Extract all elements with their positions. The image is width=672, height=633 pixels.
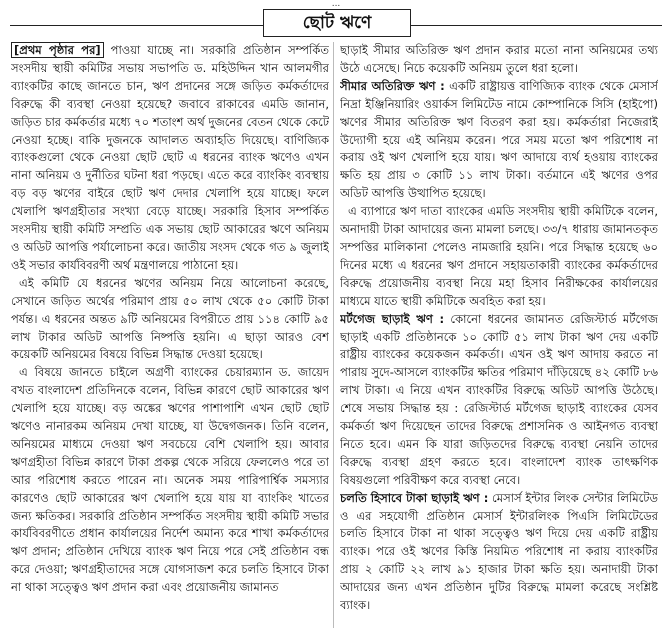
section-no-mortgage bbox=[340, 311, 658, 490]
continued-from-tag: [প্রথম পৃষ্ঠার পর] bbox=[11, 42, 104, 58]
paragraph: ছাড়াই সীমার অতিরিক্ত ঋণ প্রদান করার মতো নানা অনিয়মের তথ্য উঠে এসেছে। নিচে কয়েকটি অনিয়ম তুলে ধরা হলো। bbox=[340, 43, 658, 75]
article-header bbox=[0, 8, 672, 38]
paragraph: এ ব্যাপারে ঋণ দাতা ব্যাংকের এমডি সংসদীয় স্থায়ী কমিটিকে বলেন, অনাদায়ী টাকা আদায়ের জন্য মামলা চলছে। ৩৩/৭ ধারায় জামানতকৃত সম্পত্তির মালিকানা পেলেও নামজারি হয়নি। পরে সিদ্ধান্ত হয়েছে ৬০ দিনের মধ্যে এ ধরনের ঋণ প্রদানে সহায়তাকারী ব্যাংকের কর্মকর্তাদের বিরুদ্ধে প্রয়োজনীয় ব্যবস্থা নিয়ে মহা হিসাব নিরীক্ষকের কার্যালয়ের মাধ্যমে যাতে স্থায়ী কমিটিকে অবহিত করা হয়। bbox=[340, 204, 658, 308]
article-title: ছোট ঋণে bbox=[263, 9, 411, 37]
section-excess-limit bbox=[340, 78, 658, 203]
paragraph-text: একটি রাষ্ট্রায়ত্ত বাণিজ্যিক ব্যাংক থেকে মেসার্স নিদ্রা ইঞ্জিনিয়ারিং ওয়ার্কস লিমিটেড নামে কোম্পানিকে সিসি (হাইপো) ঋণের সীমার অতিরিক্ত ঋণ বিতরণ করা হয়। কর্মকর্তারা নিজেরাই উদ্যোগী হয়ে এই অনিয়ম করেন। পরে সময় মতো ঋণ পরিশোধ না করায় ওই ঋণ খেলাপি হয়ে যায়। ঋণ আদায়ে ব্যর্থ হওয়ায় ব্যাংকের ক্ষতি হয় প্রায় ৩ কোটি ১১ লাখ টাকা। বর্তমানে এই ঋণের ওপর অডিট আপত্তি উত্থাপিত হয়েছে। bbox=[340, 78, 658, 201]
paragraph: এই কমিটি যে ধরনের ঋণের অনিয়ম নিয়ে আলোচনা করেছে, সেখানে জড়িত অর্থের পরিমাণ প্রায় ৫০ লাখ থেকে ৫০ কোটি টাকা পর্যন্ত। এ ধরনের অন্তত ৯টি অনিয়মের বিপরীতে প্রায় ১১৪ কোটি ৯৫ লাখ টাকার অডিট আপত্তি নিষ্পত্তি হয়নি। এ ছাড়া আরও বেশ কয়েকটি অনিয়মের বিষয়ে বিভিন্ন সিদ্ধান্ত দেওয়া হয়েছে। bbox=[11, 275, 329, 362]
right-column bbox=[340, 42, 658, 630]
paragraph-text: কোনো ধরনের জামানত রেজিস্টার্ড মর্টগেজ ছাড়াই একটি প্রতিষ্ঠানকে ১০ কোটি ৫১ লাখ টাকা ঋণ দেয় একটি রাষ্ট্রীয় ব্যাংকের কয়েকজন কর্মকর্তা। এখন ওই ঋণ আদায় করতে না পারায় সুদে-আসলে ব্যাংকটির ক্ষতির পরিমাণ দাঁড়িয়েছে ৪২ কোটি ৮৬ লাখ টাকা। এ নিয়ে এখন ব্যাংকটির বিরুদ্ধে অডিট আপত্তি উঠেছে। শেষে সভায় সিদ্ধান্ত হয় : রেজিস্টার্ড মর্টগেজ ছাড়াই ব্যাংকের যেসব কর্মকর্তা ঋণ দিয়েছেন তাদের বিরুদ্ধে প্রশাসনিক ও আইনগত ব্যবস্থা নিতে হবে। এমন কি যারা জড়িতদের বিরুদ্ধে ব্যবস্থা নেয়নি তাদের বিরুদ্ধে ব্যবস্থা গ্রহণ করতে হবে। বাংলাদেশ ব্যাংক তাৎক্ষণিক বিষয়গুলো পরিবীক্ষণ করে ব্যবস্থা নেবে। bbox=[340, 311, 658, 487]
subheading: সীমার অতিরিক্ত ঋণ : bbox=[340, 78, 445, 93]
previous-article-strip: ... bbox=[331, 0, 341, 8]
paragraph bbox=[11, 42, 329, 275]
section-no-balance bbox=[340, 490, 658, 615]
column-divider bbox=[333, 42, 334, 628]
left-column bbox=[11, 42, 329, 630]
paragraph-text: মেসার্স ইন্টার লিংক সেন্টার লিমিটেড ও এর সহযোগী প্রতিষ্ঠান মেসার্স ইন্টারলিংক পিএসি লিমিটেডের চলতি হিসাবে টাকা না থাকা সত্ত্বেও ঋণ দিয়ে দেয় একটি রাষ্ট্রীয় ব্যাংক। পরে ওই ঋণের কিস্তি নিয়মিত পরিশোধ না করায় ব্যাংকটির প্রায় ২ কোটি ২২ লাখ ৯১ হাজার টাকা ক্ষতি হয়। অনাদায়ী টাকা আদায়ের জন্য এখন প্রতিষ্ঠান দুটির বিরুদ্ধে মামলা করেছে সংশ্লিষ্ট ব্যাংক। bbox=[340, 490, 658, 613]
paragraph-text: পাওয়া যাচ্ছে না। সরকারি প্রতিষ্ঠান সম্পর্কিত সংসদীয় স্থায়ী কমিটির সভায় সভাপতি ড. মহিউদ্দিন খান আলমগীর ব্যাংকটির কাছে জানতে চান, ঋণ প্রদানের সঙ্গে জড়িত কর্মকর্তাদের বিরুদ্ধে কী ব্যবস্থা নেওয়া হয়েছে? জবাবে রাকাবের এমডি জানান, জড়িত চার কর্মকর্তার মধ্যে ৭০ শতাংশ অর্থ দুজনের বেতন থেকে কেটে নেওয়া হচ্ছে। বাকি দুজনকে আদালত অব্যাহতি দিয়েছে। বাণিজ্যিক ব্যাংকগুলো থেকে নেওয়া ছোট ছোট এ ধরনের ব্যাংক ঋণেও এখন নানা অনিয়ম ও দুর্নীতির ঘটনা ধরা পড়ছে। এতে করে ব্যাংকিং ব্যবস্থায় বড় বড় ঋণের বাইরে ছোট ঋণ দেদার খেলাপি হয়ে যাচ্ছে। ফলে খেলাপি ঋণগ্রহীতার সংখ্যা বেড়ে যাচ্ছে। সরকারি হিসাব সম্পর্কিত সংসদীয় স্থায়ী কমিটি সম্প্রতি এক সভায় ছোট আকারের ঋণে অনিয়ম ও অডিট আপত্তি পর্যালোচনা করে। জাতীয় সংসদ থেকে গত ৯ জুলাই ওই সভার কার্যবিবরণী অর্থ মন্ত্রণালয়ে পাঠানো হয়। bbox=[11, 43, 329, 272]
subheading: মর্টগেজ ছাড়াই ঋণ : bbox=[340, 311, 445, 326]
paragraph: এ বিষয়ে জানতে চাইলে অগ্রণী ব্যাংকের চেয়ারম্যান ড. জায়েদ বখত বাংলাদেশ প্রতিদিনকে বলেন, বিভিন্ন কারণে ছোট আকারের ঋণ খেলাপি হয়ে যাচ্ছে। বড় অঙ্কের ঋণের পাশাপাশি এখন ছোট ছোট ঋণেও নানারকম অনিয়ম দেখা যাচ্ছে, যা উদ্বেগজনক। তিনি বলেন, অনিয়মের মাধ্যমে দেওয়া ঋণ সবচেয়ে বেশি খেলাপি হয়। আবার ঋণগ্রহীতা বিভিন্ন কারণে টাকা প্রকল্প থেকে সরিয়ে ফেললেও পরে তা আর পরিশোধ করতে পারেন না। অনেক সময় পারিপার্শ্বিক সমস্যার কারণেও ছোট আকারের ঋণ খেলাপি হয়ে যায় যা ব্যাংকিং খাতের জন্য ক্ষতিকর। সরকারি প্রতিষ্ঠান সম্পর্কিত সংসদীয় স্থায়ী কমিটি সভার কার্যবিবরণীতে প্রধান কার্যালয়ের নির্দেশ অমান্য করে শাখা কর্মকর্তাদের ঋণ প্রদান; প্রতিষ্ঠান দেখিয়ে ব্যাংক ঋণ নিয়ে পরে সেই প্রতিষ্ঠান বন্ধ করে দেওয়া; ঋণগ্রহীতাদের সঙ্গে যোগসাজশ করে চলতি হিসাবে টাকা না থাকা সত্ত্বেও ঋণ প্রদান করা এবং প্রয়োজনীয় জামানত bbox=[11, 365, 329, 595]
subheading: চলতি হিসাবে টাকা ছাড়াই ঋণ : bbox=[340, 490, 489, 505]
